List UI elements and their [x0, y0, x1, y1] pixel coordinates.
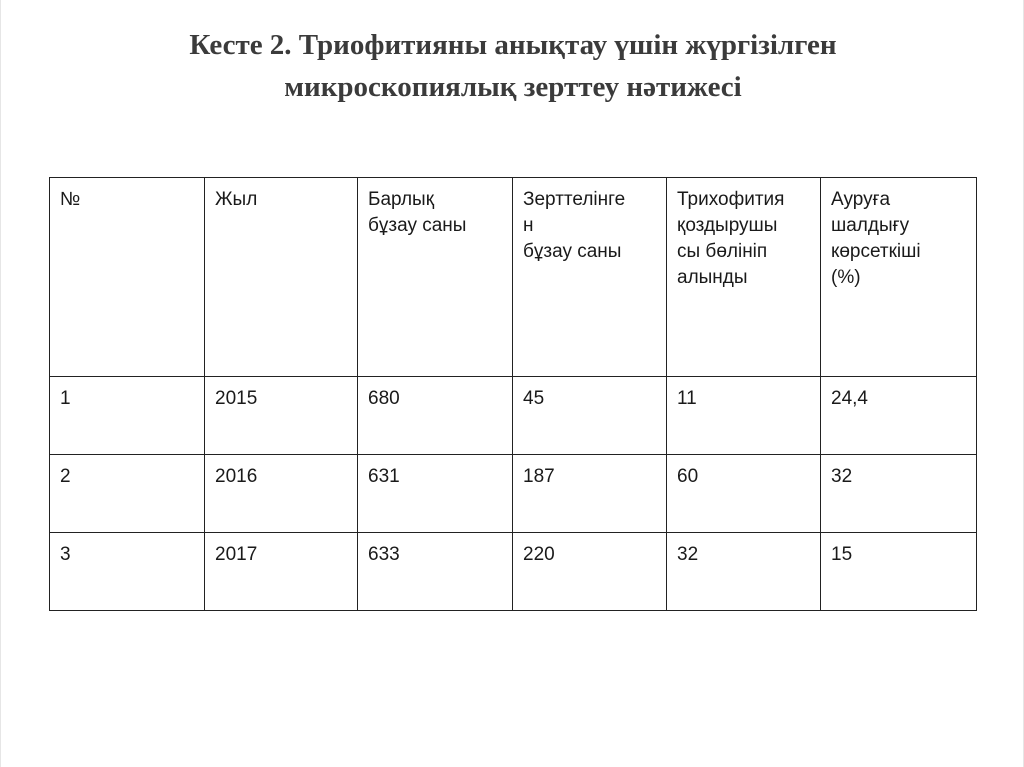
table-cell: 2017 — [205, 533, 358, 611]
table-row — [50, 377, 977, 455]
table-cell: 60 — [667, 455, 821, 533]
page-title — [41, 24, 985, 108]
table-header-row — [50, 178, 977, 377]
table-cell: 1 — [50, 377, 205, 455]
table-cell: 2015 — [205, 377, 358, 455]
table-cell: 2 — [50, 455, 205, 533]
table-cell: 680 — [358, 377, 513, 455]
results-table — [49, 177, 977, 611]
table-row — [50, 533, 977, 611]
table-cell: 24,4 — [821, 377, 977, 455]
header-cell-examined-calves: Зерттелінге н бұзау саны — [513, 178, 667, 377]
table-cell: 633 — [358, 533, 513, 611]
table-cell: 187 — [513, 455, 667, 533]
table-cell: 32 — [667, 533, 821, 611]
table-cell: 3 — [50, 533, 205, 611]
table-cell: 32 — [821, 455, 977, 533]
header-cell-total-calves: Барлық бұзау саны — [358, 178, 513, 377]
header-cell-pathogen-isolated: Трихофития қоздырушы сы бөлініп алынды — [667, 178, 821, 377]
table-cell: 45 — [513, 377, 667, 455]
table-cell: 15 — [821, 533, 977, 611]
header-cell-year: Жыл — [205, 178, 358, 377]
table-row — [50, 455, 977, 533]
header-cell-number: № — [50, 178, 205, 377]
table-cell: 220 — [513, 533, 667, 611]
table-cell: 11 — [667, 377, 821, 455]
table-cell: 631 — [358, 455, 513, 533]
title-line-1: Кесте 2. Триофитияны анықтау үшін жүргізілген — [189, 29, 837, 61]
header-cell-incidence-rate: Ауруға шалдығу көрсеткіші (%) — [821, 178, 977, 377]
table-cell: 2016 — [205, 455, 358, 533]
title-line-2: микроскопиялық зерттеу нәтижесі — [284, 71, 742, 103]
